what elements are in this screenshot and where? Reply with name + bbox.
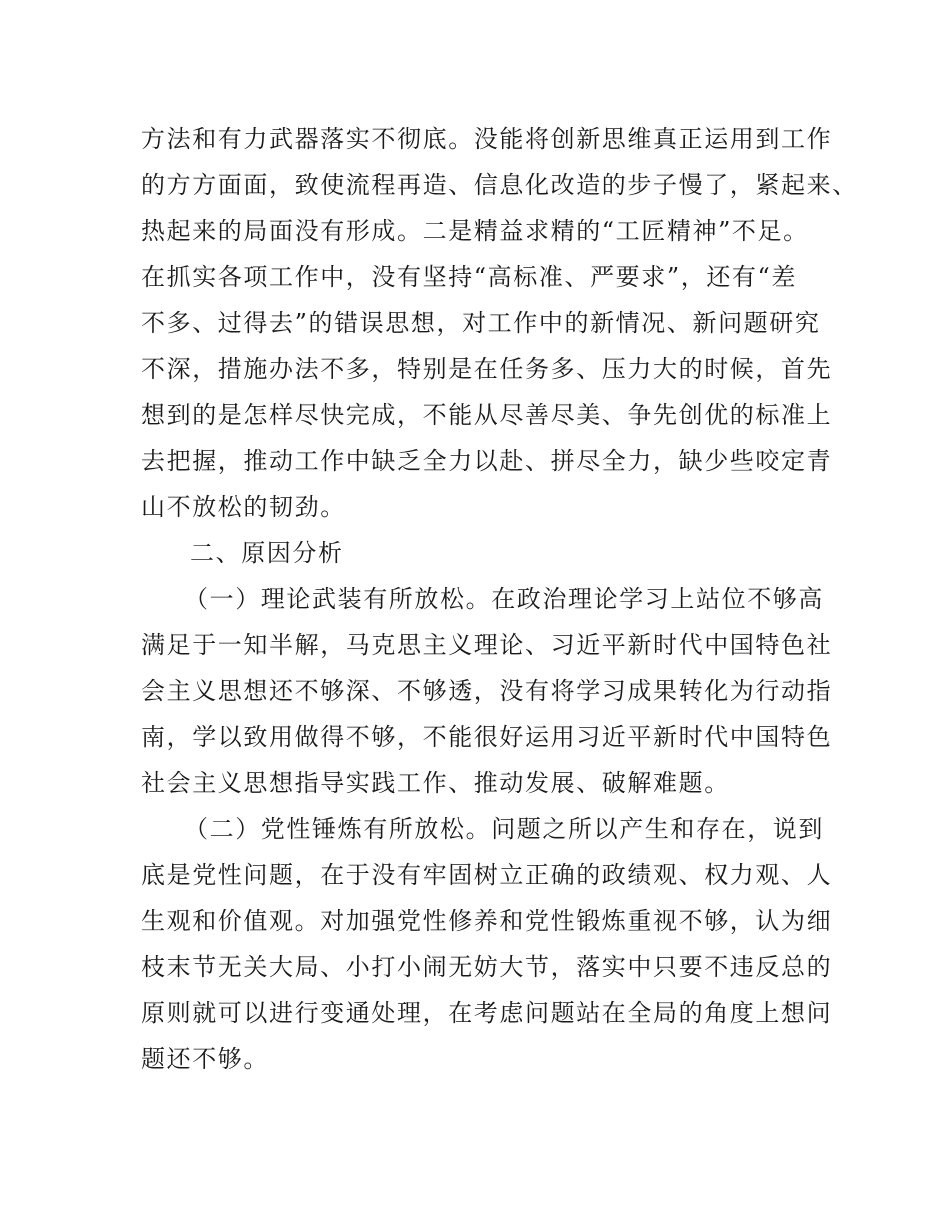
- text-line: 热起来的局面没有形成。二是精益求精的“工匠精神”不足。: [141, 217, 809, 245]
- text-line: （二）党性锤炼有所放松。问题之所以产生和存在，说到: [184, 815, 824, 843]
- text-line: 在抓实各项工作中，没有坚持“高标准、严要求”，还有“差: [141, 263, 798, 291]
- text-line: 去把握，推动工作中缺乏全力以赴、拼尽全力，缺少些咬定青: [141, 447, 833, 475]
- text-line: 社会主义思想指导实践工作、推动发展、破解难题。: [141, 769, 730, 797]
- text-line: 的方方面面，致使流程再造、信息化改造的步子慢了，紧起来、: [141, 171, 858, 199]
- text-line: 不多、过得去”的错误思想，对工作中的新情况、新问题研究: [141, 309, 821, 337]
- text-line: 题还不够。: [141, 1045, 269, 1073]
- text-line: （一）理论武装有所放松。在政治理论学习上站位不够高: [184, 585, 824, 613]
- text-line: 会主义思想还不够深、不够透，没有将学习成果转化为行动指: [141, 677, 833, 705]
- text-line: 不深，措施办法不多，特别是在任务多、压力大的时候，首先: [141, 355, 833, 383]
- text-line: 想到的是怎样尽快完成，不能从尽善尽美、争先创优的标准上: [141, 401, 833, 429]
- text-line: 生观和价值观。对加强党性修养和党性锻炼重视不够，认为细: [141, 907, 833, 935]
- text-line: 南，学以致用做得不够，不能很好运用习近平新时代中国特色: [141, 723, 833, 751]
- section-heading: 二、原因分析: [190, 539, 344, 567]
- text-line: 山不放松的韧劲。: [141, 493, 346, 521]
- text-line: 底是党性问题，在于没有牢固树立正确的政绩观、权力观、人: [141, 861, 833, 889]
- text-line: 枝末节无关大局、小打小闹无妨大节，落实中只要不违反总的: [141, 953, 833, 981]
- text-line: 方法和有力武器落实不彻底。没能将创新思维真正运用到工作: [141, 125, 833, 153]
- text-line: 满足于一知半解，马克思主义理论、习近平新时代中国特色社: [141, 631, 833, 659]
- text-line: 原则就可以进行变通处理，在考虑问题站在全局的角度上想问: [141, 999, 833, 1027]
